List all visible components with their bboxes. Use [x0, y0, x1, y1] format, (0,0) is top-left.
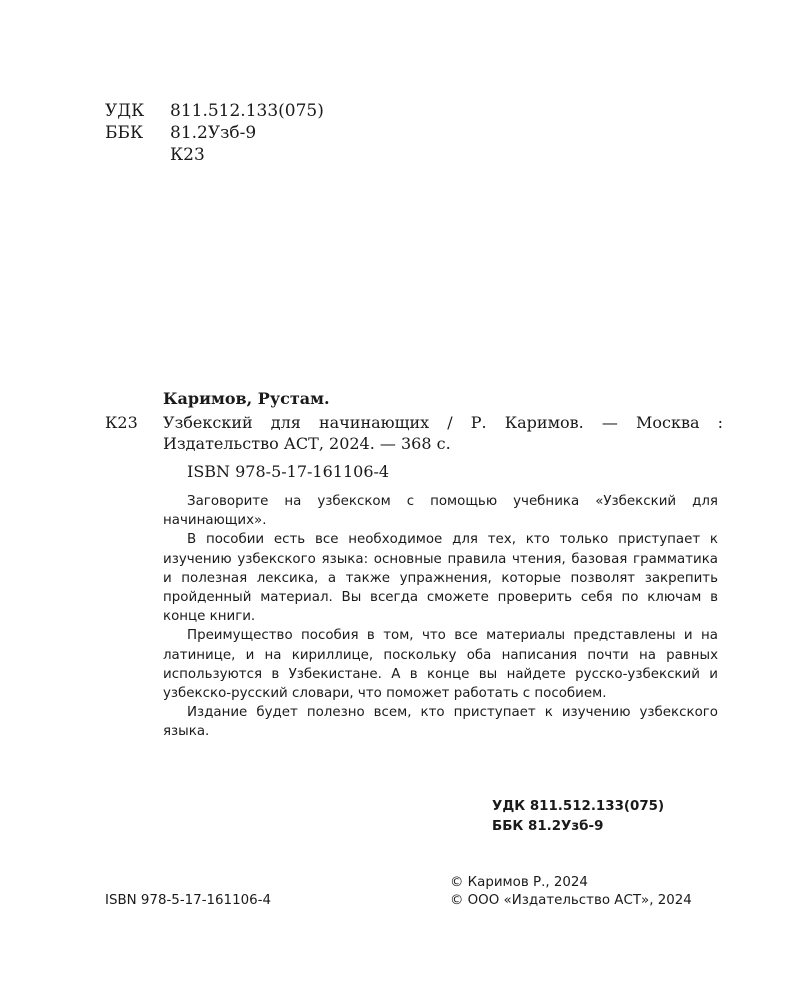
- bbk-label: ББК: [105, 123, 144, 143]
- copyright-publisher: © ООО «Издательство АСТ», 2024: [450, 893, 692, 908]
- annotation: [163, 492, 718, 742]
- udk-label: УДК: [105, 101, 145, 121]
- card-author-mark: К23: [105, 413, 138, 432]
- udk-code: 811.512.133(075): [170, 101, 324, 121]
- annotation-paragraph: Заговорите на узбекском с помощью учебника «Узбекский для начинающих».: [163, 494, 718, 529]
- copyright-author: © Каримов Р., 2024: [450, 875, 588, 890]
- bbk-code: 81.2Узб-9: [170, 123, 257, 143]
- isbn-bottom: ISBN 978-5-17-161106-4: [105, 893, 271, 908]
- isbn-main: ISBN 978-5-17-161106-4: [187, 462, 390, 481]
- author-name: Каримов, Рустам.: [163, 389, 330, 408]
- annotation-paragraph: Издание будет полезно всем, кто приступает к изучению узбекского языка.: [163, 705, 718, 740]
- bibliographic-title: Узбекский для начинающих / Р. Каримов. — Москва : Издательство АСТ, 2024. — 368 с.: [163, 413, 723, 453]
- author-mark: К23: [170, 145, 205, 165]
- bottom-bbk: ББК 81.2Узб-9: [492, 819, 604, 834]
- bottom-udk: УДК 811.512.133(075): [492, 799, 665, 814]
- annotation-paragraph: Преимущество пособия в том, что все материалы представлены и на латинице, и на кириллице, поскольку оба написания почти на равных используются в Узбекистане. А в конце вы найдете русско-узбекский и узбекско-русский словари, что поможет работать с пособием.: [163, 628, 718, 702]
- annotation-paragraph: В пособии есть все необходимое для тех, кто только приступает к изучению узбекского языка: основные правила чтения, базовая грамматика и полезная лексика, а также упражнения, которые позволят закрепить пройденный материал. Вы всегда сможете проверить себя по ключам в конце книги.: [163, 532, 718, 625]
